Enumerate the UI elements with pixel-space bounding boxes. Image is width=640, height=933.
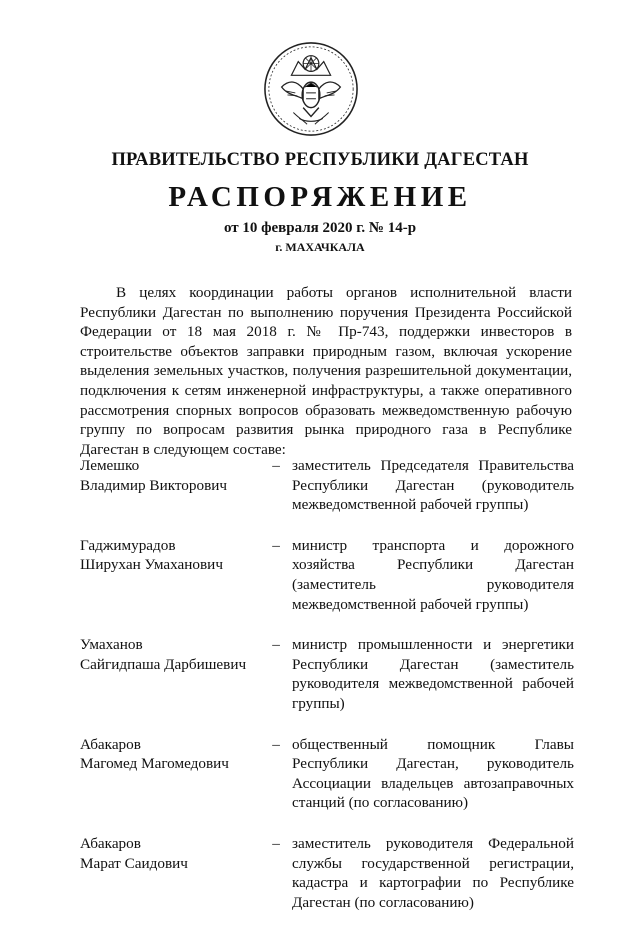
document-date-number: от 10 февраля 2020 г. № 14-р [223, 220, 417, 236]
member-surname: Лемешко [80, 457, 140, 474]
member-dash: – [272, 834, 280, 852]
member-role: заместитель руководителя Федеральной службы государственной регистрации, кадастра и картографии по Республике Дагестан (по согласованию) [292, 834, 574, 911]
member-row [80, 834, 574, 912]
member-role: министр промышленности и энергетики Республики Дагестан (заместитель руководителя межведомственной рабочей группы) [292, 636, 574, 712]
member-row [80, 456, 574, 515]
member-dash: – [272, 636, 280, 654]
member-given-names: Ширухан Умаханович [80, 556, 223, 574]
member-role: заместитель Председателя Правительства Республики Дагестан (руководитель межведомственной рабочей группы) [292, 457, 574, 514]
government-title: ПРАВИТЕЛЬСТВО РЕСПУБЛИКИ ДАГЕСТАН [111, 150, 529, 170]
member-role: общественный помощник Главы Республики Дагестан, руководитель Ассоциации владельцев автозаправочных станций (по согласованию) [292, 735, 574, 812]
document-type: РАСПОРЯЖЕНИЕ [168, 181, 472, 213]
member-dash: – [272, 457, 280, 474]
member-surname: Абакаров [80, 735, 141, 753]
member-dash: – [272, 735, 280, 753]
member-given-names: Марат Саидович [80, 854, 188, 872]
dagestan-coat-of-arms-icon [262, 40, 360, 138]
member-surname: Гаджимурадов [80, 536, 176, 554]
member-given-names: Владимир Викторович [80, 476, 228, 494]
member-name [80, 735, 260, 813]
member-list [80, 456, 574, 933]
member-dash: – [272, 536, 280, 554]
member-role: министр транспорта и дорожного хозяйства Республики Дагестан (заместитель руководителя межведомственной рабочей группы) [292, 536, 574, 613]
intro-paragraph: В целях координации работы органов исполнительной власти Республики Дагестан по выполнению поручения Президента Российской Федерации от 18 мая 2018 г. № Пр-743, поддержки инвесторов в строительстве объектов заправки природным газом, включая ускорение выделения земельных участков, получения разрешительной документации, подключения к сетям инженерной инфраструктуры, а также оперативного рассмотрения спорных вопросов образовать межведомственную рабочую группу по вопросам развития рынка природного газа в Республике Дагестан в следующем составе: [80, 284, 572, 458]
member-row [80, 635, 574, 713]
member-name [80, 834, 260, 912]
member-given-names: Сайгидпаша Дарбишевич [80, 655, 247, 673]
member-row [80, 735, 574, 813]
member-given-names: Магомед Магомедович [80, 755, 229, 773]
member-name [80, 456, 260, 515]
member-name [80, 536, 260, 614]
member-row [80, 536, 574, 614]
member-surname: Абакаров [80, 834, 141, 852]
member-surname: Умаханов [80, 636, 143, 654]
document-city: г. МАХАЧКАЛА [275, 240, 365, 254]
member-name [80, 635, 260, 713]
